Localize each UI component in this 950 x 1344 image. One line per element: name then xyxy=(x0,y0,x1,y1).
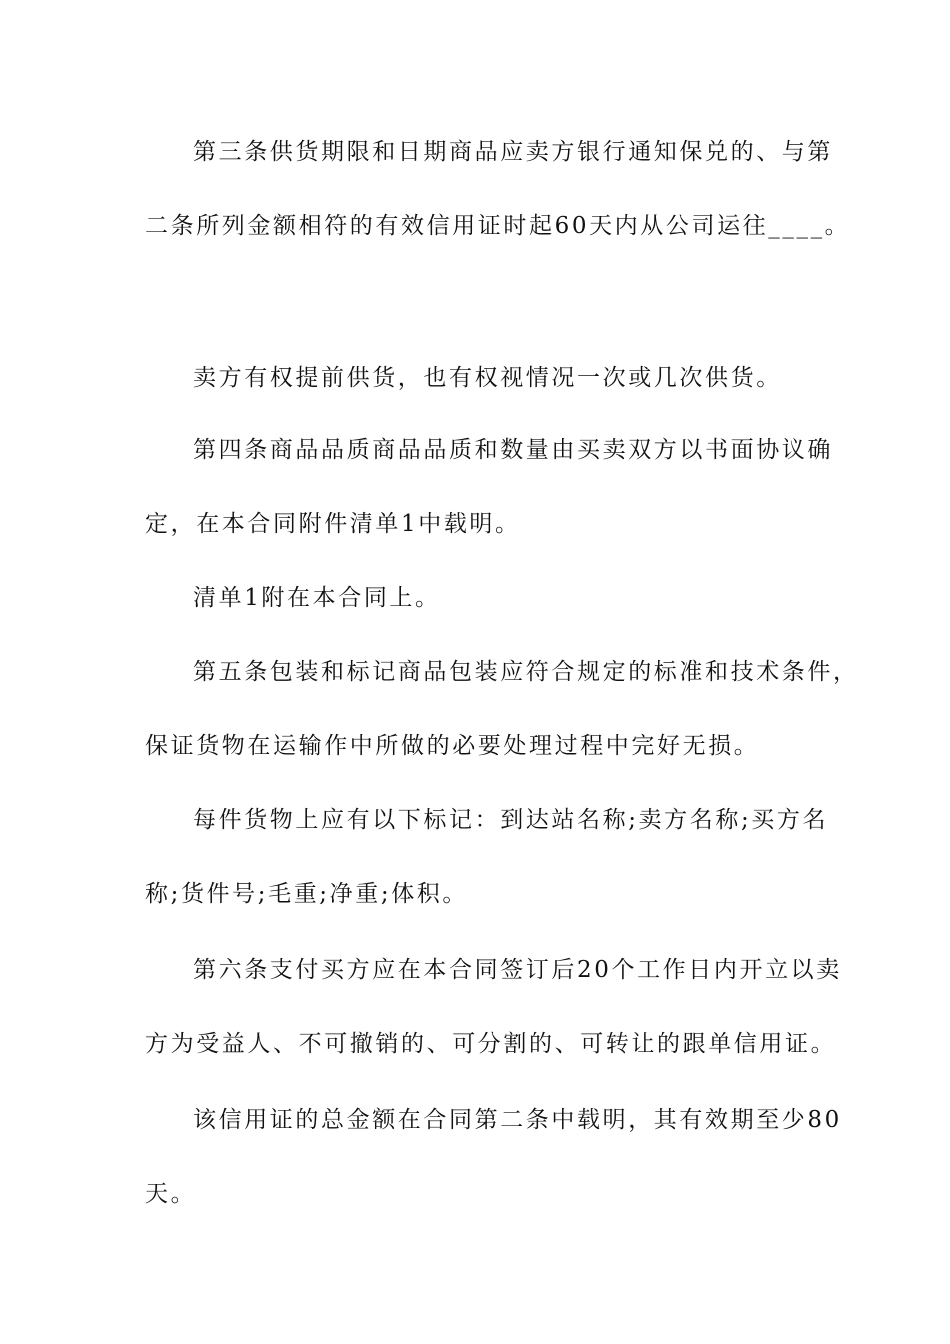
paragraph-markings-line-1: 每件货物上应有以下标记：到达站名称;卖方名称;买方名 xyxy=(193,807,829,833)
paragraph-list-attached-line-1: 清单1附在本合同上。 xyxy=(193,585,441,611)
paragraph-article-5-line-2: 保证货物在运输作中所做的必要处理过程中完好无损。 xyxy=(145,733,760,759)
paragraph-article-6-line-1: 第六条支付买方应在本合同签订后20个工作日内开立以卖 xyxy=(193,957,842,983)
paragraph-credit-validity-line-1: 该信用证的总金额在合同第二条中载明，其有效期至少80 xyxy=(193,1107,842,1133)
paragraph-article-3-line-2: 二条所列金额相符的有效信用证时起60天内从公司运往____。 xyxy=(145,213,851,239)
paragraph-article-4-line-1: 第四条商品品质商品品质和数量由买卖双方以书面协议确 xyxy=(193,437,833,463)
paragraph-article-5-line-1: 第五条包装和标记商品包装应符合规定的标准和技术条件， xyxy=(193,659,859,685)
paragraph-markings-line-2: 称;货件号;毛重;净重;体积。 xyxy=(145,881,468,907)
paragraph-article-4-line-2: 定，在本合同附件清单1中载明。 xyxy=(145,511,521,537)
paragraph-article-6-line-2: 方为受益人、不可撤销的、可分割的、可转让的跟单信用证。 xyxy=(145,1031,837,1057)
paragraph-article-3-line-1: 第三条供货期限和日期商品应卖方银行通知保兑的、与第 xyxy=(193,139,833,165)
paragraph-credit-validity-line-2: 天。 xyxy=(145,1181,197,1207)
paragraph-early-delivery-line-1: 卖方有权提前供货，也有权视情况一次或几次供货。 xyxy=(193,365,782,391)
